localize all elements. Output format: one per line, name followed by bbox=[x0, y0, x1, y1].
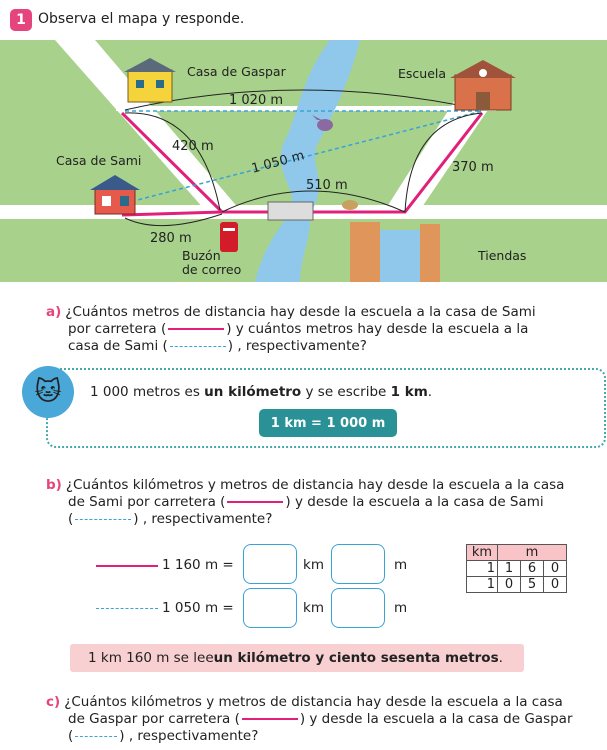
map-illustration bbox=[0, 40, 607, 282]
cat-teacher-icon: 🐱 bbox=[22, 366, 74, 418]
eq2-value: 1 050 m = bbox=[162, 600, 234, 616]
legend-solid-line bbox=[168, 328, 224, 330]
question-b-letter: b) bbox=[46, 477, 62, 493]
bridge bbox=[268, 202, 313, 220]
label-escuela: Escuela bbox=[398, 66, 447, 81]
distance-510: 510 m bbox=[306, 178, 348, 193]
question-a bbox=[46, 304, 586, 355]
dog-icon bbox=[342, 200, 358, 210]
eq1-m-input[interactable] bbox=[331, 544, 385, 584]
eq1-value: 1 160 m = bbox=[162, 557, 234, 573]
note-text-a: 1 km 160 m se lee bbox=[88, 650, 214, 666]
eq2-km-unit: km bbox=[303, 600, 324, 616]
legend-solid-line-c bbox=[242, 718, 298, 720]
question-b-line2a: de Sami por carretera ( bbox=[68, 494, 226, 510]
legend-dashed-line bbox=[170, 346, 226, 347]
question-a-letter: a) bbox=[46, 304, 62, 320]
info-text-c: y se escribe bbox=[301, 384, 391, 400]
label-casa-gaspar: Casa de Gaspar bbox=[187, 64, 286, 79]
table-header-m: m bbox=[498, 545, 567, 561]
mailbox-icon bbox=[220, 222, 238, 252]
question-c-letter: c) bbox=[46, 694, 61, 710]
question-b bbox=[46, 477, 596, 528]
info-text bbox=[90, 384, 432, 400]
table-cell: 1 bbox=[467, 561, 498, 577]
table-header-km: km bbox=[467, 545, 498, 561]
question-a-line1: ¿Cuántos metros de distancia hay desde la escuela a la casa de Sami bbox=[65, 304, 536, 320]
table-cell: 1 bbox=[467, 577, 498, 593]
eq1-km-unit: km bbox=[303, 557, 324, 573]
table-cell: 0 bbox=[544, 577, 567, 593]
eq2-km-input[interactable] bbox=[243, 588, 297, 628]
question-a-line3a: casa de Sami ( bbox=[68, 338, 168, 354]
table-cell: 5 bbox=[521, 577, 544, 593]
km-equivalence-badge: 1 km = 1 000 m bbox=[259, 409, 397, 437]
label-tiendas: Tiendas bbox=[478, 248, 527, 263]
question-c-line1: ¿Cuántos kilómetros y metros de distancia hay desde la escuela a la casa bbox=[64, 694, 563, 710]
note-text-b: un kilómetro y ciento sesenta metros bbox=[213, 650, 499, 666]
legend-solid-line-b bbox=[227, 501, 283, 503]
question-a-line3b: ) , respectivamente? bbox=[227, 338, 367, 354]
note-text-c: . bbox=[498, 650, 503, 666]
label-buzon: Buzón bbox=[182, 248, 221, 263]
question-c-line2a: de Gaspar por carretera ( bbox=[68, 711, 240, 727]
question-b-line1: ¿Cuántos kilómetros y metros de distancia hay desde la escuela a la casa bbox=[65, 477, 565, 493]
distance-280: 280 m bbox=[150, 231, 192, 246]
question-c-line3a: ( bbox=[68, 728, 74, 744]
question-a-line2b: ) y cuántos metros hay desde la escuela a la bbox=[226, 321, 529, 337]
table-cell: 1 bbox=[498, 561, 521, 577]
eq2-m-input[interactable] bbox=[331, 588, 385, 628]
legend-dashed-line-c bbox=[75, 736, 117, 737]
question-b-line3b: ) , respectivamente? bbox=[133, 511, 273, 527]
table-cell: 0 bbox=[544, 561, 567, 577]
reading-note bbox=[70, 644, 524, 672]
question-b-line3a: ( bbox=[68, 511, 74, 527]
distance-370: 370 m bbox=[452, 160, 494, 175]
info-text-e: . bbox=[427, 384, 433, 400]
question-b-line2b: ) y desde la escuela a la casa de Sami bbox=[285, 494, 544, 510]
label-buzon-correo: de correo bbox=[182, 262, 242, 277]
distance-1020: 1 020 m bbox=[229, 93, 284, 108]
exercise-instruction: Observa el mapa y responde. bbox=[38, 11, 245, 27]
eq2-m-unit: m bbox=[394, 600, 408, 616]
question-c-line2b: ) y desde la escuela a la casa de Gaspar bbox=[299, 711, 573, 727]
eq2-dashed-line bbox=[96, 608, 158, 609]
eq1-m-unit: m bbox=[394, 557, 408, 573]
table-cell: 6 bbox=[521, 561, 544, 577]
question-c-line3b: ) , respectivamente? bbox=[119, 728, 259, 744]
shops-icon bbox=[350, 222, 440, 282]
eq1-solid-line bbox=[96, 565, 158, 567]
info-text-a: 1 000 metros es bbox=[90, 384, 205, 400]
exercise-number-badge: 1 bbox=[10, 9, 32, 31]
table-cell: 0 bbox=[498, 577, 521, 593]
info-text-b: un kilómetro bbox=[204, 384, 302, 400]
question-a-line2a: por carretera ( bbox=[68, 321, 167, 337]
legend-dashed-line-b bbox=[75, 519, 131, 520]
label-casa-sami: Casa de Sami bbox=[56, 153, 142, 168]
distance-1050: 1 050 m bbox=[249, 148, 307, 177]
eq1-km-input[interactable] bbox=[243, 544, 297, 584]
place-value-table bbox=[466, 544, 567, 593]
question-c bbox=[46, 694, 601, 745]
info-text-d: 1 km bbox=[390, 384, 428, 400]
distance-420: 420 m bbox=[172, 139, 214, 154]
